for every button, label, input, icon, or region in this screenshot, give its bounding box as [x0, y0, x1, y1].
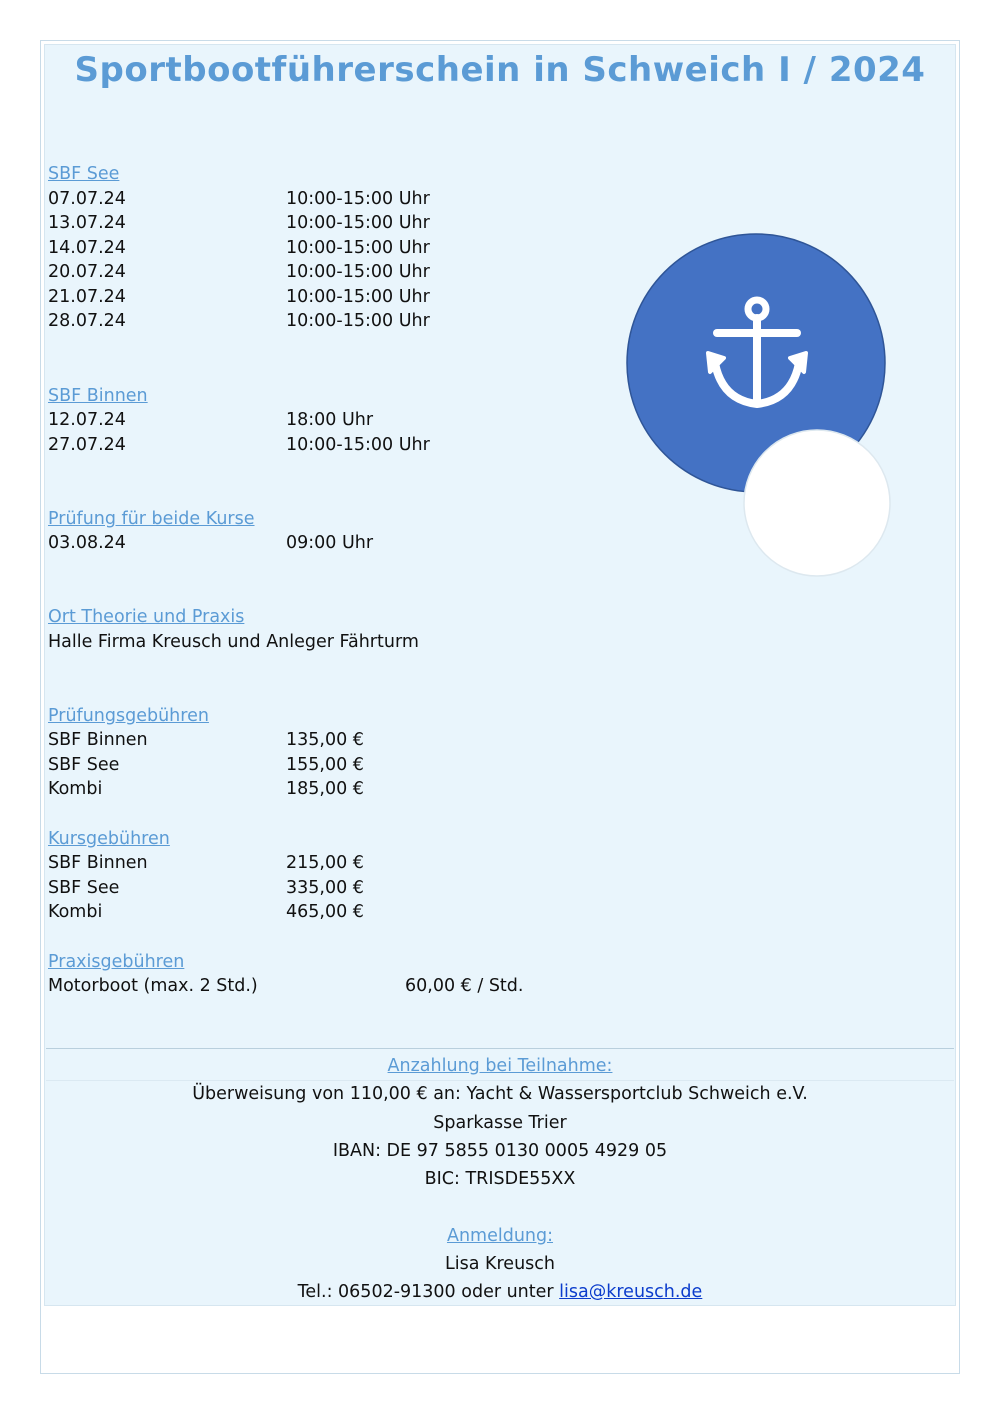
sbf-see-time: 10:00-15:00 Uhr	[286, 213, 430, 233]
sbf-see-date: 20.07.24	[48, 262, 126, 282]
sbf-see-time: 10:00-15:00 Uhr	[286, 262, 430, 282]
sbf-binnen-time: 18:00 Uhr	[286, 410, 374, 430]
sbf-see-heading: SBF See	[48, 164, 120, 184]
pruefung-time: 09:00 Uhr	[286, 533, 374, 553]
praxisgebuehren-heading: Praxisgebühren	[48, 952, 185, 972]
sbf-see-time: 10:00-15:00 Uhr	[286, 238, 430, 258]
anzahlung-line-bank: Sparkasse Trier	[433, 1113, 567, 1133]
email-link[interactable]: lisa@kreusch.de	[559, 1282, 703, 1302]
sbf-see-date: 21.07.24	[48, 287, 126, 307]
anzahlung-line-iban: IBAN: DE 97 5855 0130 0005 4929 05	[332, 1141, 668, 1161]
sbf-see-time: 10:00-15:00 Uhr	[286, 311, 430, 331]
footer-divider	[46, 1048, 954, 1049]
pruefungsgebuehren-heading: Prüfungsgebühren	[48, 706, 209, 726]
fee-price: 335,00 €	[286, 878, 364, 898]
sbf-see-time: 10:00-15:00 Uhr	[286, 189, 430, 209]
sbf-see-time: 10:00-15:00 Uhr	[286, 287, 430, 307]
anmeldung-tel: Tel.: 06502-91300 oder unter	[297, 1282, 560, 1302]
fee-price: 155,00 €	[286, 755, 364, 775]
white-circle	[744, 430, 890, 576]
anmeldung-name: Lisa Kreusch	[445, 1254, 555, 1274]
page-title: Sportbootführerschein in Schweich I / 2024	[74, 50, 926, 90]
fee-price: 135,00 €	[286, 730, 364, 750]
sbf-binnen-date: 27.07.24	[48, 435, 126, 455]
pruefung-heading: Prüfung für beide Kurse	[48, 509, 255, 529]
fee-price: 465,00 €	[286, 902, 364, 922]
anmeldung-contact	[0, 1282, 1000, 1302]
ort-text: Halle Firma Kreusch und Anleger Fährturm	[48, 632, 419, 652]
kursgebuehren-heading: Kursgebühren	[48, 829, 170, 849]
anchor-svg	[620, 232, 900, 582]
anchor-graphic	[620, 232, 900, 582]
sbf-binnen-date: 12.07.24	[48, 410, 126, 430]
anmeldung-heading: Anmeldung:	[446, 1226, 554, 1246]
anzahlung-line-bic: BIC: TRISDE55XX	[424, 1169, 576, 1189]
sbf-binnen-heading: SBF Binnen	[48, 386, 148, 406]
sbf-see-date: 07.07.24	[48, 189, 126, 209]
footer-divider-light	[46, 1080, 954, 1081]
fee-label: Kombi	[48, 779, 103, 799]
fee-label: SBF Binnen	[48, 730, 148, 750]
fee-price: 185,00 €	[286, 779, 364, 799]
pruefung-date: 03.08.24	[48, 533, 126, 553]
fee-price: 215,00 €	[286, 853, 364, 873]
sbf-see-date: 28.07.24	[48, 311, 126, 331]
anzahlung-line-transfer: Überweisung von 110,00 € an: Yacht & Wassersportclub Schweich e.V.	[192, 1084, 808, 1104]
fee-label: Kombi	[48, 902, 103, 922]
sbf-binnen-time: 10:00-15:00 Uhr	[286, 435, 430, 455]
fee-label: SBF See	[48, 878, 120, 898]
praxis-label: Motorboot (max. 2 Std.)	[48, 976, 258, 996]
fee-label: SBF See	[48, 755, 120, 775]
sbf-see-date: 13.07.24	[48, 213, 126, 233]
ort-heading: Ort Theorie und Praxis	[48, 607, 245, 627]
fee-label: SBF Binnen	[48, 853, 148, 873]
anzahlung-heading: Anzahlung bei Teilnahme:	[387, 1056, 613, 1076]
praxis-price: 60,00 € / Std.	[405, 976, 524, 996]
sbf-see-date: 14.07.24	[48, 238, 126, 258]
